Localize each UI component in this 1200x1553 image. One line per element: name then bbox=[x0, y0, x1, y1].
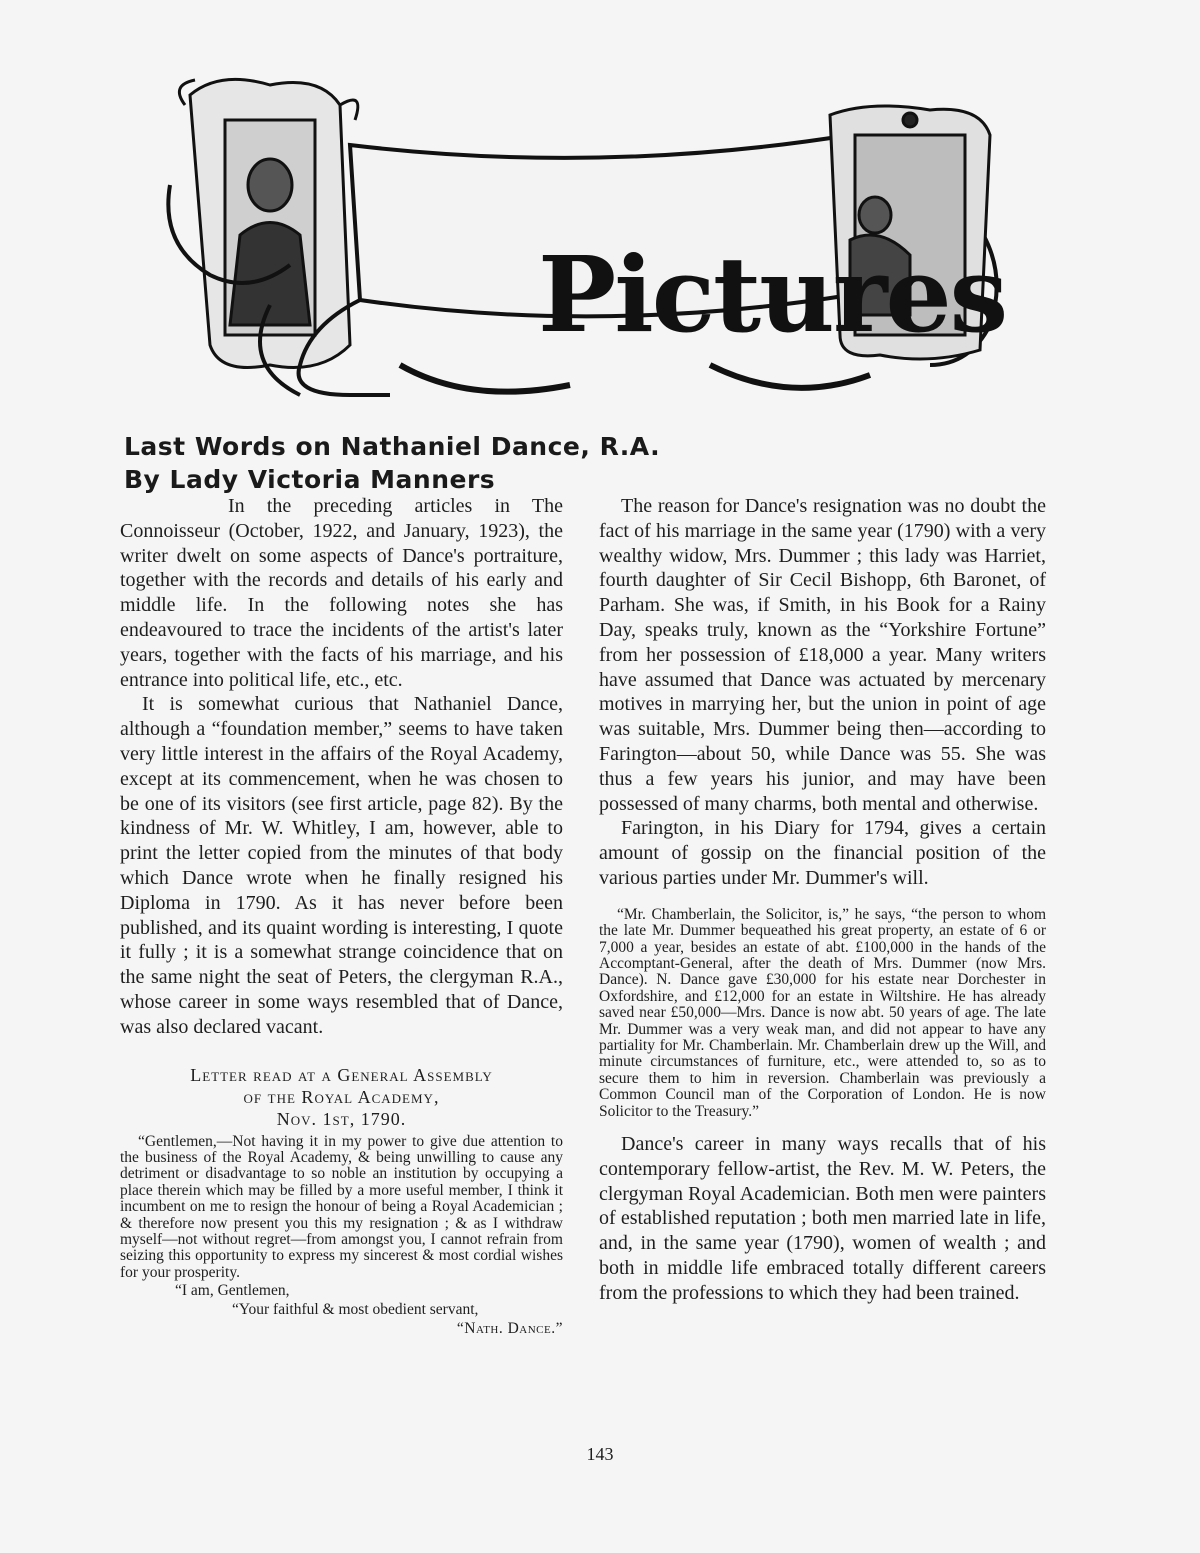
left-frame-illustration bbox=[179, 79, 357, 367]
diary-quote bbox=[599, 907, 1046, 1120]
article-headline bbox=[124, 430, 660, 496]
banner-title: Pictures bbox=[538, 233, 1007, 356]
letter-heading-date: Nov. 1st, 1790. bbox=[276, 1108, 407, 1129]
letter-signoff: “Your faithful & most obedient servant, bbox=[232, 1301, 479, 1319]
paragraph: Dance's career in many ways recalls that of his contemporary fellow-artist, the Rev. M. W. Peters, the clergyman Royal Academician. Both men were painters of established reputation ; both men married late in life, and, in the same year (1790), women of wealth ; and both in middle life embraced totally different careers from the professions to which they had been trained. bbox=[599, 1133, 1046, 1304]
letter-signature: “Nath. Dance.” bbox=[456, 1320, 563, 1338]
pictures-banner bbox=[150, 65, 1040, 410]
paragraph: In the preceding articles in The Connoisseur (October, 1922, and January, 1923), the writer dwelt on some aspects of Dance's portraiture, together with the records and details of his early and middle life. In the following notes she has endeavoured to trace the incidents of the artist's later years, together with the facts of his marriage, and his entrance into political life, etc., etc. bbox=[120, 495, 563, 691]
letter-heading-line: Letter read at a General Assembly bbox=[190, 1064, 493, 1085]
page-number: 143 bbox=[586, 1444, 614, 1464]
letter-signoff: “I am, Gentlemen, bbox=[175, 1282, 290, 1300]
letter-body: “Gentlemen,—Not having it in my power to give due attention to the business of the Royal Academy, & being unwilling to cause any detriment or disadvantage to so noble an institution by occupying a place therein which may be filled by a more useful member, I think it incumbent on me to resign the honour of being a Royal Academician ; & therefore now present you this my resignation ; & as I withdraw myself—not without regret—from amongst you, I cannot refrain from seizing this opportunity to express my sincerest & most cordial wishes for your prosperity. bbox=[120, 1132, 563, 1281]
article-title: Last Words on Nathaniel Dance, R.A. bbox=[124, 432, 661, 461]
left-column bbox=[120, 494, 563, 1338]
article-byline: By Lady Victoria Manners bbox=[124, 465, 496, 494]
letter-heading bbox=[120, 1064, 563, 1130]
paragraph: The reason for Dance's resignation was no doubt the fact of his marriage in the same year (1790) with a very wealthy widow, Mrs. Dummer ; this lady was Harriet, fourth daughter of Sir Cecil Bishopp, 6th Baronet, of Parham. She was, if Smith, in his Book for a Rainy Day, speaks truly, known as the “Yorkshire Fortune” from her possession of £18,000 a year. Many writers have assumed that Dance was actuated by mercenary motives in marrying her, but the union in point of age was suitable, Mrs. Dummer being then—according to Farington—about 50, while Dance was 55. She was thus a few years his junior, and may have been possessed of many charms, both mental and otherwise. bbox=[599, 495, 1046, 815]
right-column bbox=[599, 494, 1046, 1306]
diary-quote-text: “Mr. Chamberlain, the Solicitor, is,” he says, “the person to whom the late Mr. Dummer bequeathed his great property, an estate of 6 or 7,000 a year, besides an estate of abt. £100,000 in the hands of the Accomptant-General, after the death of Mrs. Dummer (now Mrs. Dance). N. Dance gave £30,000 for his estate near Dorchester in Oxfordshire, and £12,000 for an estate in Wiltshire. He has already saved near £50,000—Mrs. Dance is now abt. 50 years of age. The late Mr. Dummer was a very weak man, and did not appear to have any partiality for Mr. Chamberlain. Mr. Chamberlain drew up the Will, and minute circumstances of furniture, etc., were attended to, so as to secure them to him in reversion. Chamberlain was previously a Common Council man of the Corporation of London. He is now Solicitor to the Treasury.” bbox=[599, 905, 1046, 1120]
paragraph: It is somewhat curious that Nathaniel Dance, although a “foundation member,” seems to have taken very little interest in the affairs of the Royal Academy, except at its commencement, when he was chosen to be one of its visitors (see first article, page 82). By the kindness of Mr. W. Whitley, I am, however, able to print the letter copied from the minutes of that body which Dance wrote when he finally resigned his Diploma in 1790. As it has never before been published, and its quaint wording is interesting, I quote it fully ; it is a somewhat strange coincidence that on the same night the seat of Peters, the clergyman R.A., whose career in some ways resembled that of Dance, was also declared vacant. bbox=[120, 693, 563, 1038]
letter-heading-line: of the Royal Academy, bbox=[243, 1086, 440, 1107]
paragraph: Farington, in his Diary for 1794, gives a certain amount of gossip on the financial position of the various parties under Mr. Dummer's will. bbox=[599, 817, 1046, 889]
